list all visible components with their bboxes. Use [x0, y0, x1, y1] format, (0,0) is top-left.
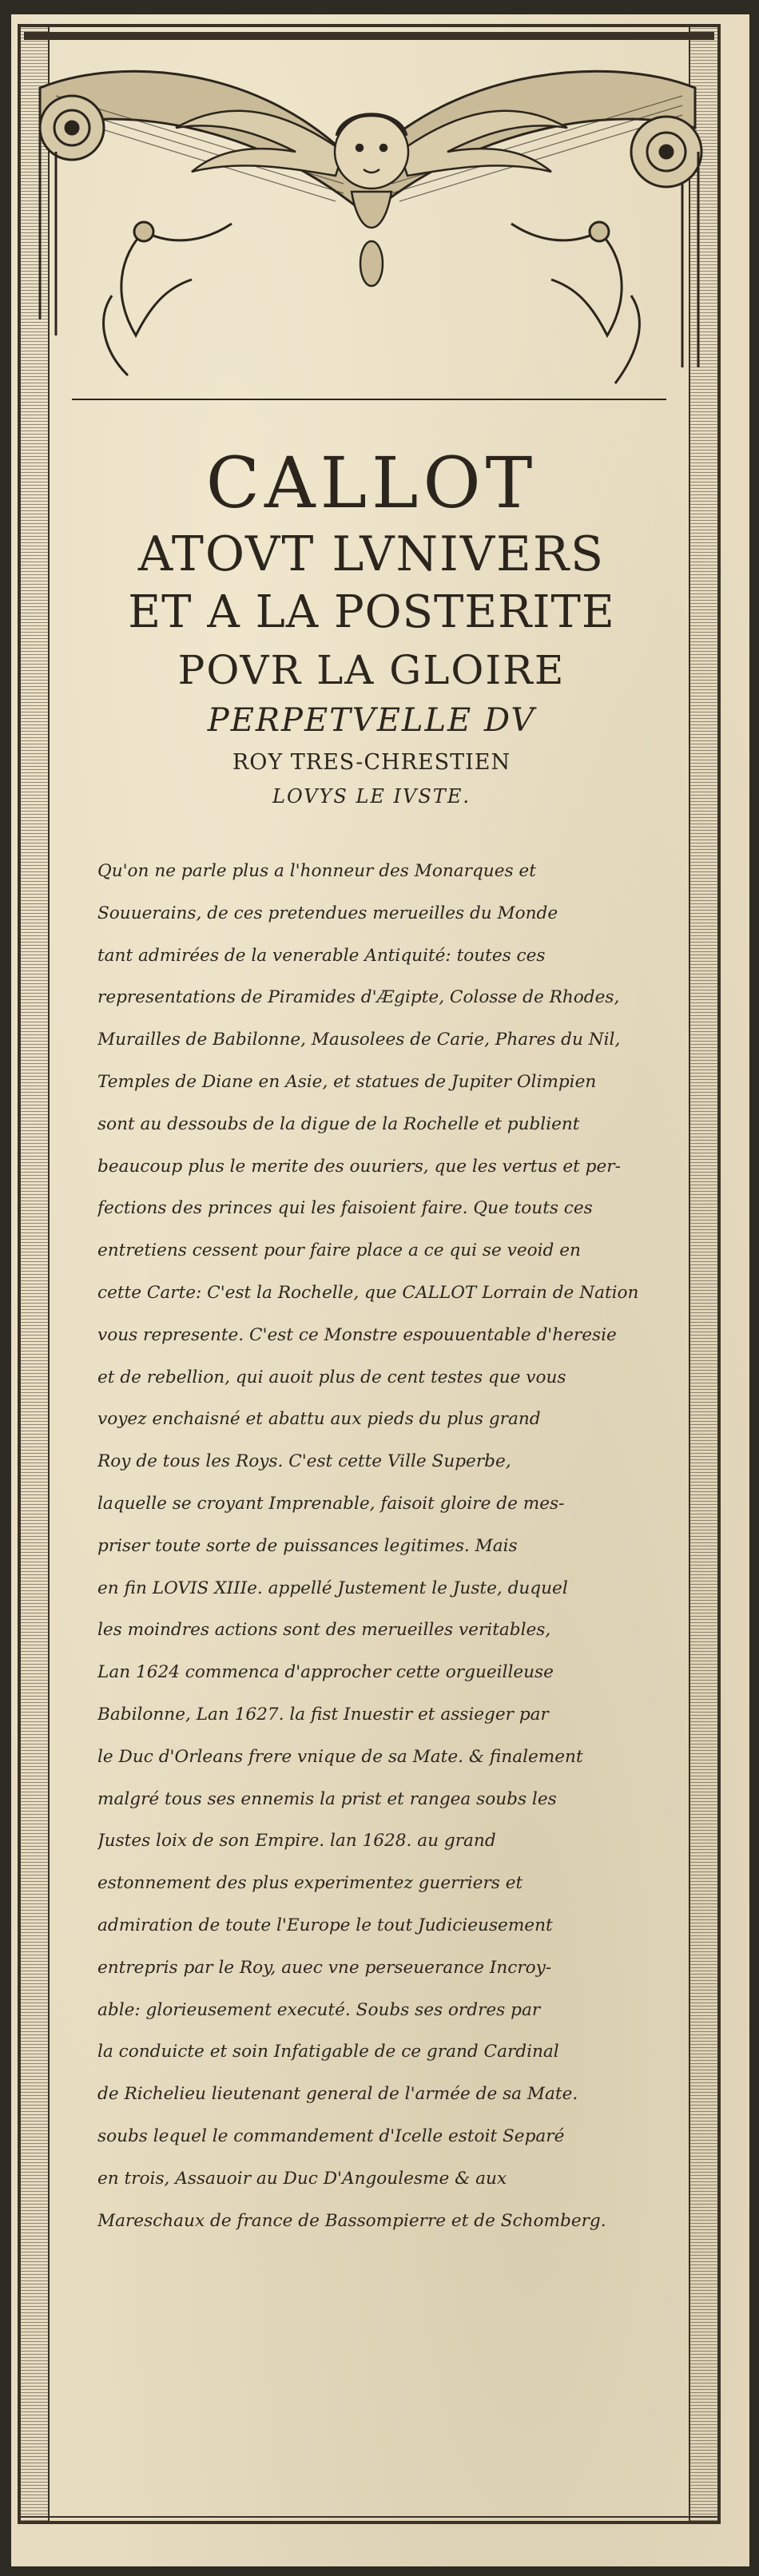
text-line: beaucoup plus le merite des ouuriers, que les vertus et per- — [97, 1156, 621, 1177]
bottom-frame-rule — [18, 2516, 721, 2526]
text-line: Justes loix de son Empire. lan 1628. au grand — [97, 1831, 496, 1852]
text-line: le Duc d'Orleans frere vnique de sa Mate. & finalement — [97, 1746, 583, 1767]
text-line: Babilonne, Lan 1627. la fist Inuestir et assieger par — [97, 1704, 549, 1725]
text-line: entretiens cessent pour faire place a ce qui se veoid en — [97, 1240, 581, 1261]
dedication-text — [97, 851, 657, 2242]
text-line: Lan 1624 commenca d'approcher cette orgueilleuse — [97, 1662, 554, 1683]
pendant-drop — [352, 192, 391, 286]
text-line: Mareschaux de france de Bassompierre et de Schomberg. — [97, 2210, 606, 2231]
text-line: Souuerains, de ces pretendues merueilles du Monde — [97, 903, 558, 923]
text-line: sont au dessoubs de la digue de la Rochelle et publient — [97, 1113, 580, 1134]
text-line: vous represente. C'est ce Monstre espouuentable d'heresie — [97, 1324, 617, 1345]
text-line: Murailles de Babilonne, Mausolees de Carie, Phares du Nil, — [97, 1030, 621, 1050]
text-line: malgré tous ses ennemis la prist et rangea soubs les — [97, 1788, 557, 1809]
text-line: representations de Piramides d'Ægipte, Colosse de Rhodes, — [97, 987, 620, 1008]
text-line: de Richelieu lieutenant general de l'armée de sa Mate. — [97, 2084, 578, 2105]
left-volute — [40, 96, 104, 335]
text-line: cette Carte: C'est la Rochelle, que CALLOT Lorrain de Nation — [97, 1282, 639, 1303]
text-line: en fin LOVIS XIIIe. appellé Justement le Juste, duquel — [97, 1578, 568, 1598]
text-line: Roy de tous les Roys. C'est cette Ville Superbe, — [97, 1451, 511, 1472]
text-line: en trois, Assauoir au Duc D'Angoulesme & aux — [97, 2168, 507, 2189]
text-line: les moindres actions sont des merueilles veritables, — [97, 1620, 551, 1641]
text-line: soubs lequel le commandement d'Icelle estoit Separé — [97, 2125, 565, 2146]
scroll-cartouche-ornament — [24, 32, 714, 407]
text-line: fections des princes qui les faisoient faire. Que touts ces — [97, 1198, 593, 1219]
title-posterite: ET A LA POSTERITE — [128, 586, 615, 638]
text-line: entrepris par le Roy, auec vne perseuerance Incroy- — [97, 1957, 552, 1978]
text-line: tant admirées de la venerable Antiquité: toutes ces — [97, 945, 546, 966]
text-line: able: glorieusement executé. Soubs ses ordres par — [97, 1999, 541, 2020]
title-louys-le-iuste: LOVYS LE IVSTE. — [272, 785, 471, 808]
text-line: estonnement des plus experimentez guerriers et — [97, 1873, 523, 1894]
title-atout-lunivers: ATOVT LVNIVERS — [137, 526, 606, 582]
text-line: laquelle se croyant Imprenable, faisoit gloire de mes- — [97, 1493, 565, 1514]
text-line: admiration de toute l'Europe le tout Judicieusement — [97, 1915, 553, 1935]
text-line: priser toute sorte de puissances legitimes. Mais — [97, 1535, 518, 1556]
title-callot: CALLOT — [205, 442, 538, 524]
right-volute — [631, 117, 701, 367]
title-block — [56, 443, 687, 812]
text-line: voyez enchaisné et abattu aux pieds du plus grand — [97, 1409, 541, 1430]
cherub-head — [335, 115, 408, 189]
title-perpetuelle: PERPETVELLE DV — [207, 702, 536, 739]
text-line: Temples de Diane en Asie, et statues de Jupiter Olimpien — [97, 1071, 597, 1092]
title-pour-la-gloire: POVR LA GLOIRE — [177, 647, 566, 693]
text-line: la conduicte et soin Infatigable de ce grand Cardinal — [97, 2042, 559, 2062]
title-roy: ROY TRES-CHRESTIEN — [232, 750, 511, 775]
text-line: Qu'on ne parle plus a l'honneur des Monarques et — [97, 861, 536, 881]
text-line: et de rebellion, qui auoit plus de cent testes que vous — [97, 1367, 566, 1387]
